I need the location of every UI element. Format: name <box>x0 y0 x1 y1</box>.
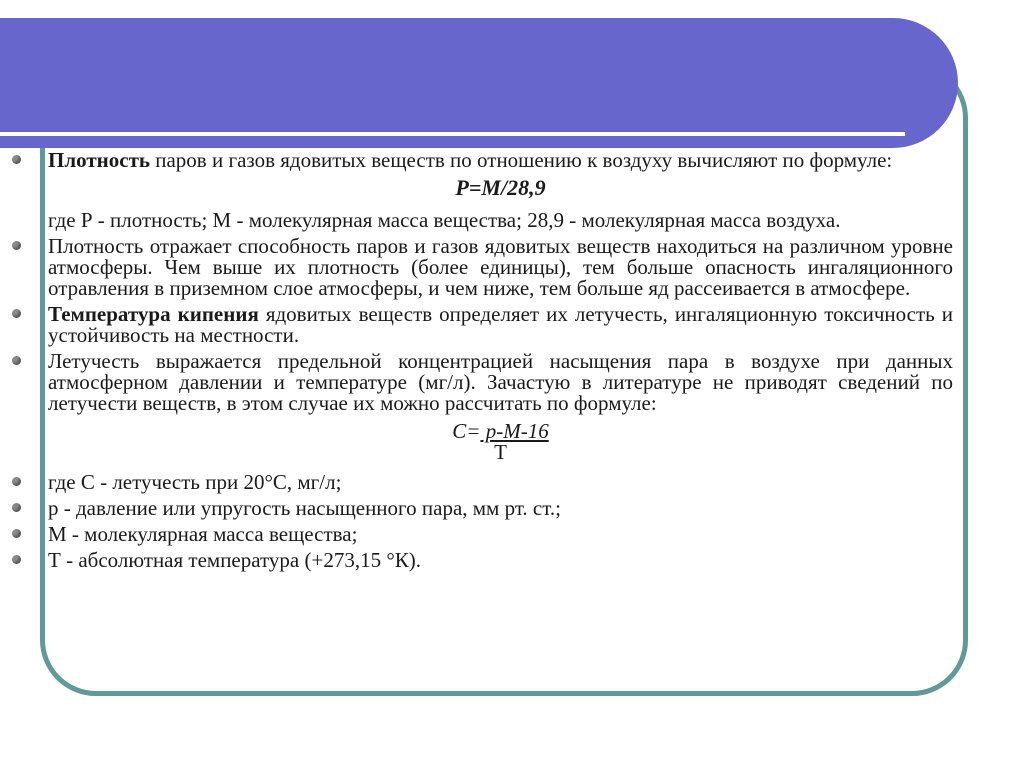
formula-numerator: р-М-16 <box>480 419 549 443</box>
list-item <box>48 351 953 414</box>
term-density: Плотность <box>48 148 150 172</box>
bullet-icon <box>12 503 21 512</box>
bullet-icon <box>12 309 21 318</box>
banner-divider <box>0 132 905 136</box>
bullet-icon <box>12 356 21 365</box>
item-text: Плотность отражает способность паров и газов ядовитых веществ находиться на различном уровне атмосферы. Чем выше их плотность (более единицы), тем больше опасность ингаляционного отравления в приземном слое атмосферы, и чем ниже, тем больше яд рассеивается в атмосфере. <box>48 234 953 300</box>
item-text: М - молекулярная масса вещества; <box>48 522 358 546</box>
volatility-formula <box>48 421 953 442</box>
item-text: ядовитых веществ определяет их летучесть, ингаляционную токсичность и устойчивость на местности. <box>48 302 953 347</box>
list-item <box>48 472 953 493</box>
bullet-icon <box>12 555 21 564</box>
bullet-icon <box>12 155 21 164</box>
item-text: р - давление или упругость насыщенного пара, мм рт. ст.; <box>48 496 561 520</box>
item-text: где С - летучесть при 20°С, мг/л; <box>48 470 342 494</box>
formula-note: где Р - плотность; М - молекулярная масса вещества; 28,9 - молекулярная масса воздуха. <box>48 208 841 232</box>
term-boiling-point: Температура кипения <box>48 302 259 326</box>
bullet-icon <box>12 529 21 538</box>
slide-content <box>48 150 953 571</box>
bullet-icon <box>12 241 21 250</box>
list-item <box>48 150 953 171</box>
list-item <box>48 304 953 346</box>
list-item <box>48 498 953 519</box>
list-item <box>48 236 953 299</box>
title-banner <box>0 18 958 148</box>
item-text: Летучесть выражается предельной концентрацией насыщения пара в воздухе при данных атмосферном давлении и температуре (мг/л). Зачастую в литературе не приводят сведений по летучести веществ, в этом случае их можно рассчитать по формуле: <box>48 349 953 415</box>
list-item <box>48 550 953 571</box>
bullet-icon <box>12 477 21 486</box>
formula-left: С= <box>452 419 481 443</box>
list-item <box>48 524 953 545</box>
formula-denominator: Т <box>494 440 507 464</box>
density-formula: Р=М/28,9 <box>455 175 546 200</box>
item-text: Т - абсолютная температура (+273,15 °К). <box>48 548 421 572</box>
item-text: паров и газов ядовитых веществ по отношению к воздуху вычисляют по формуле: <box>150 148 893 172</box>
